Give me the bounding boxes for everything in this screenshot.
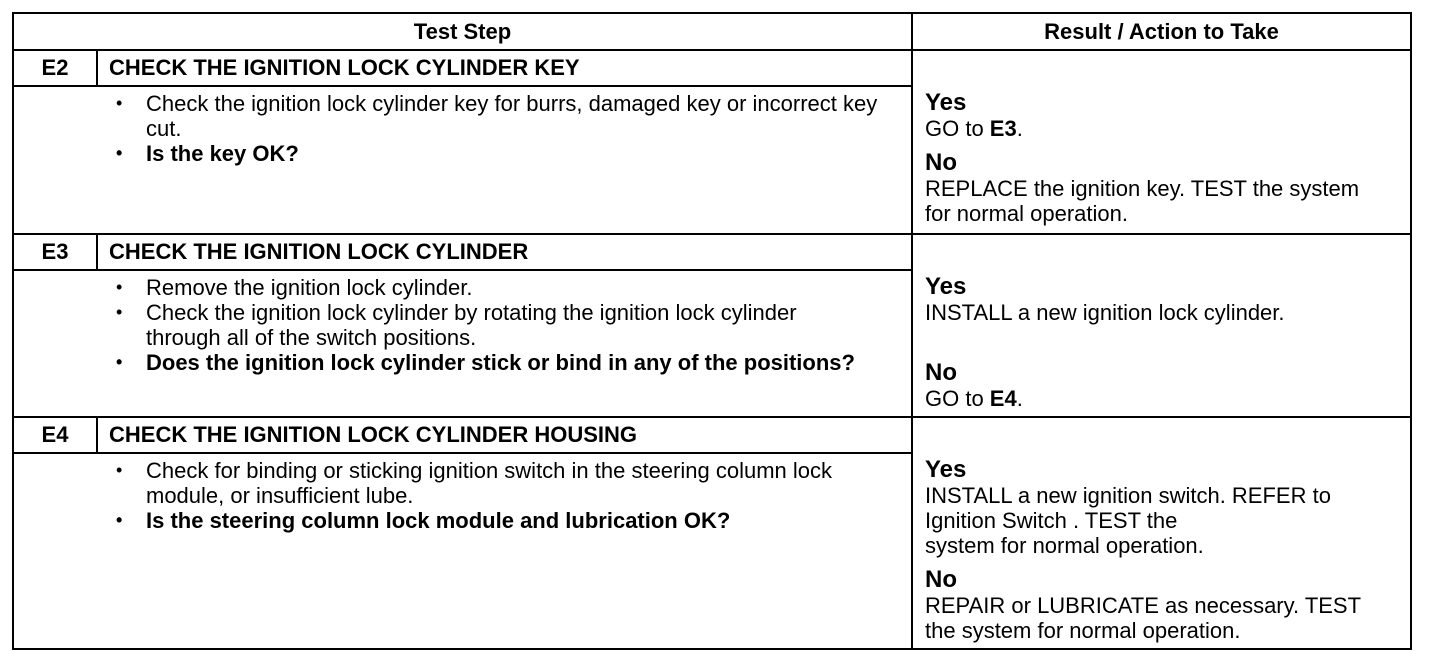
title-divider-e2 — [14, 85, 911, 87]
step-title: CHECK THE IGNITION LOCK CYLINDER — [109, 239, 529, 264]
list-item: • Is the key OK? — [116, 141, 299, 166]
list-item: • Check for binding or sticking ignition switch in the steering column lock module, or insufficient lube. — [116, 458, 832, 508]
header-result: Result / Action to Take — [1044, 19, 1279, 44]
step-id: E2 — [41, 55, 69, 80]
id-divider-e2 — [96, 51, 98, 87]
step-bullets — [106, 458, 906, 533]
no-action: REPAIR or LUBRICATE as necessary. TEST the system for normal operation. — [925, 593, 1361, 643]
bullet-icon: • — [116, 93, 123, 113]
yes-action-line-1: INSTALL a new ignition switch. REFER to — [925, 483, 1331, 508]
step-title: CHECK THE IGNITION LOCK CYLINDER KEY — [109, 55, 580, 80]
step-title: CHECK THE IGNITION LOCK CYLINDER HOUSING — [109, 422, 638, 447]
yes-action-line-3: system for normal operation. — [925, 533, 1204, 558]
id-divider-e3 — [96, 235, 98, 271]
bullet-icon: • — [116, 143, 123, 163]
yes-action-line-2: Ignition Switch . TEST the — [925, 508, 1178, 533]
result-cell — [925, 90, 1410, 226]
bullet-icon: • — [116, 510, 123, 530]
list-item: • Check the ignition lock cylinder by rotating the ignition lock cylinder through all of the switch positions. — [116, 300, 797, 350]
step-bullets — [106, 275, 906, 375]
title-divider-e3 — [14, 269, 911, 271]
yes-label: Yes — [925, 89, 967, 116]
list-item: • Does the ignition lock cylinder stick or bind in any of the positions? — [116, 350, 855, 375]
diagnostic-table — [12, 12, 1412, 650]
no-action: REPLACE the ignition key. TEST the system for normal operation. — [925, 176, 1360, 226]
bullet-icon: • — [116, 460, 123, 480]
yes-action: GO to E3. — [925, 116, 1023, 141]
no-label: No — [925, 359, 957, 386]
no-label: No — [925, 566, 957, 593]
result-cell — [925, 274, 1410, 411]
no-action: GO to E4. — [925, 386, 1023, 411]
yes-action: INSTALL a new ignition lock cylinder. — [925, 300, 1285, 325]
step-reference: E3 — [989, 116, 1017, 141]
result-cell — [925, 457, 1410, 643]
list-item: • Is the steering column lock module and lubrication OK? — [116, 508, 731, 533]
step-id: E4 — [41, 422, 69, 447]
column-divider — [911, 14, 913, 648]
yes-label: Yes — [925, 273, 967, 300]
yes-label: Yes — [925, 456, 967, 483]
no-label: No — [925, 149, 957, 176]
title-divider-e4 — [14, 452, 911, 454]
step-id: E3 — [41, 239, 69, 264]
bullet-icon: • — [116, 352, 123, 372]
bullet-icon: • — [116, 277, 123, 297]
header-test-step: Test Step — [413, 19, 512, 44]
id-divider-e4 — [96, 418, 98, 454]
step-reference: E4 — [989, 386, 1017, 411]
bullet-icon: • — [116, 302, 123, 322]
list-item: • Remove the ignition lock cylinder. — [116, 275, 473, 300]
step-bullets — [106, 91, 906, 166]
list-item: • Check the ignition lock cylinder key for burrs, damaged key or incorrect key cut. — [116, 91, 878, 141]
